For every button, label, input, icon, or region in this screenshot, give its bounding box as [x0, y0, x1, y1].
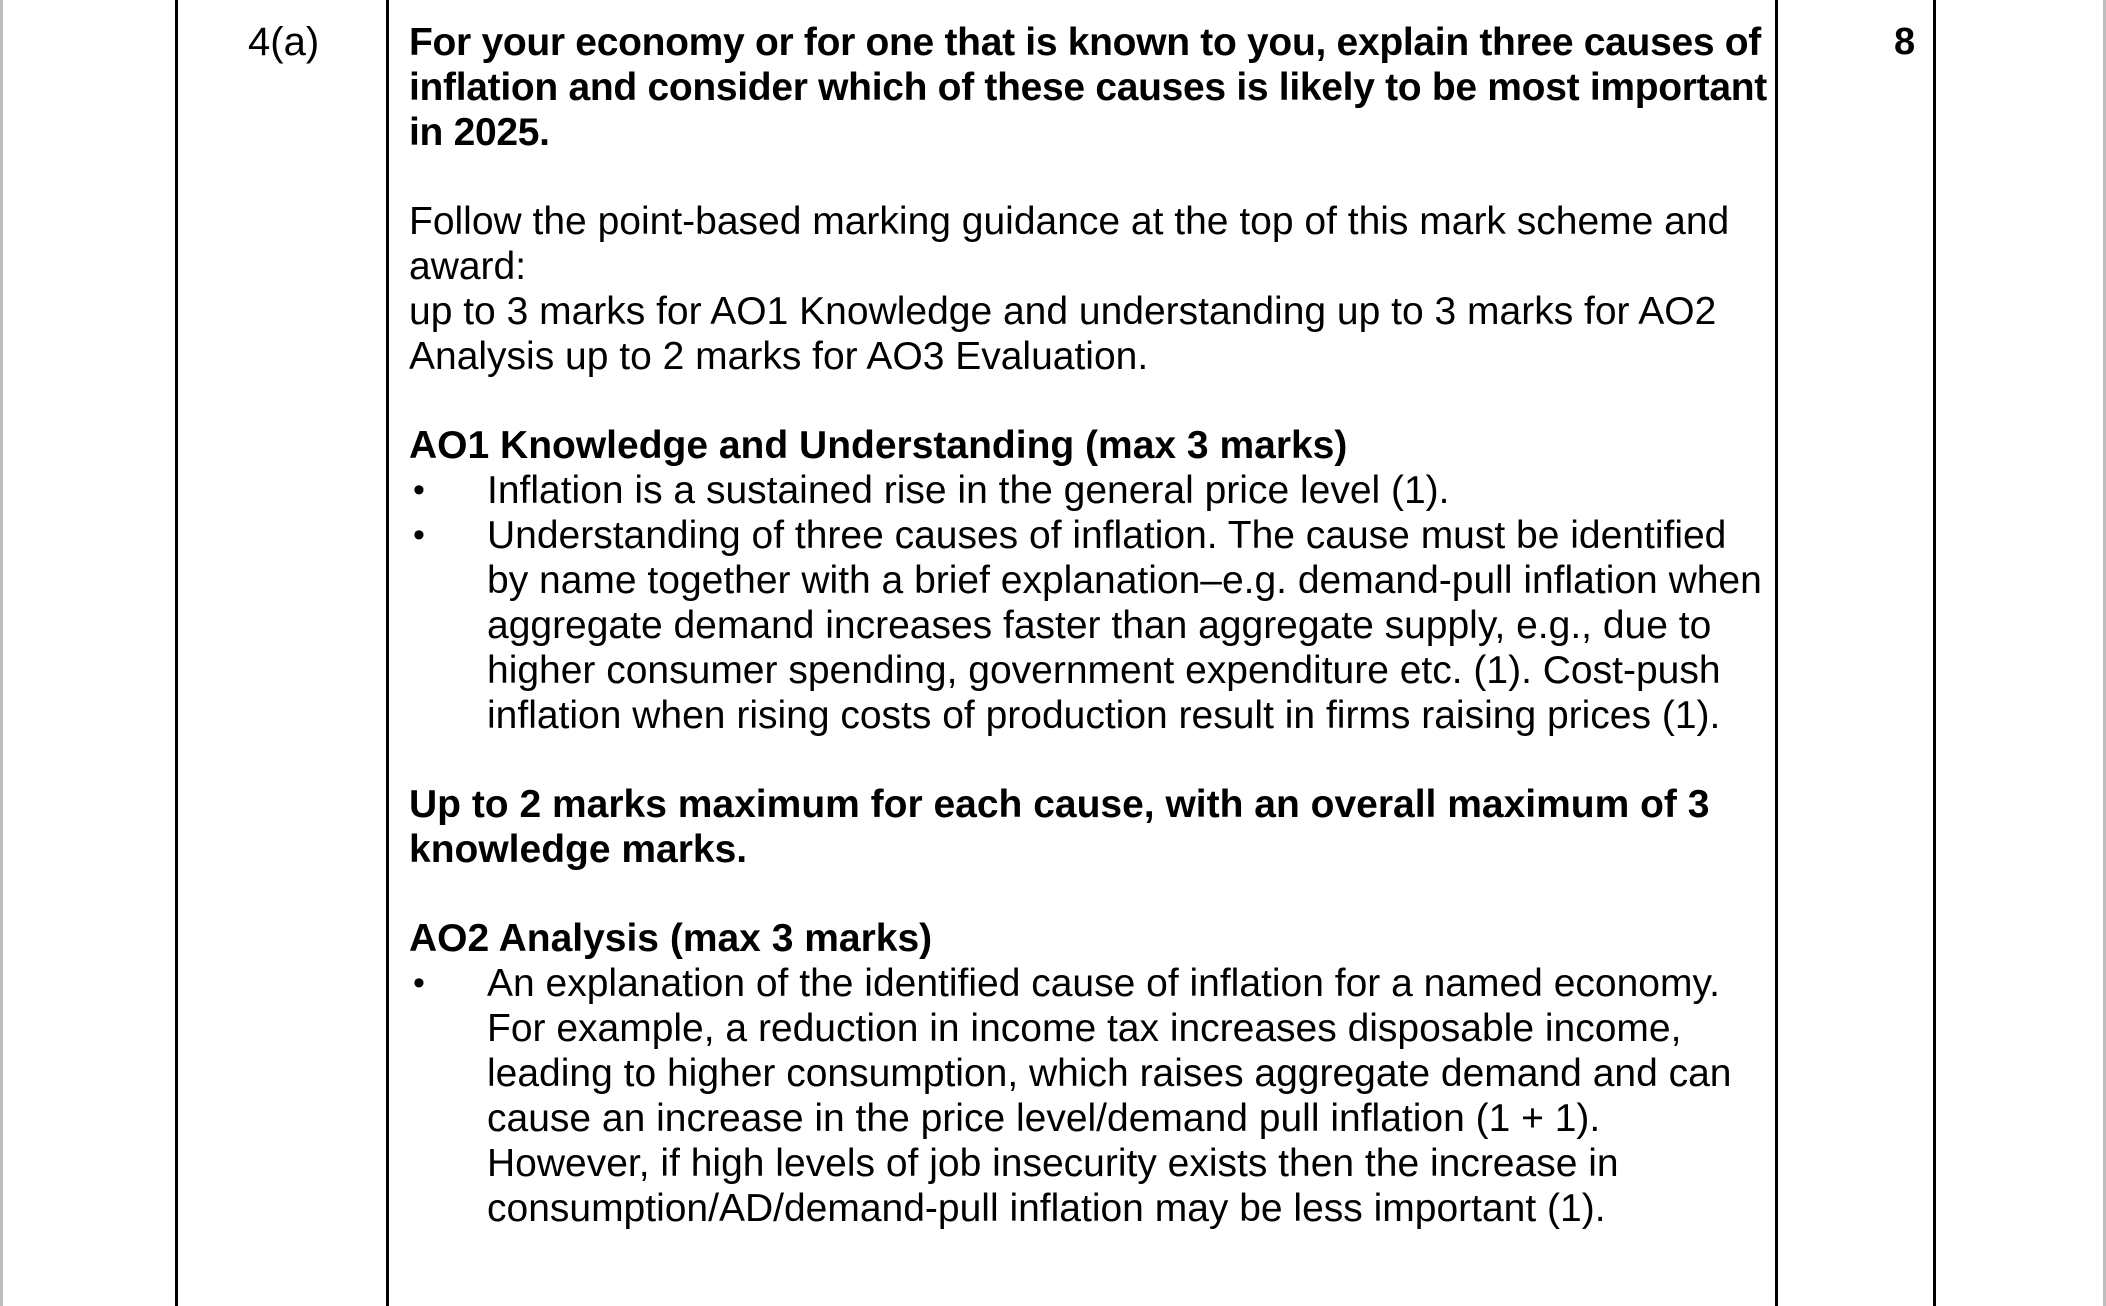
table-border-right — [1933, 0, 1936, 1306]
list-item — [409, 513, 1771, 738]
ao1-note: Up to 2 marks maximum for each cause, with an overall maximum of 3 knowledge marks. — [409, 783, 1710, 871]
ao1-bullet-text: Inflation is a sustained rise in the general price level (1). — [487, 469, 1450, 512]
list-item — [409, 468, 1771, 513]
list-item — [409, 961, 1771, 1231]
bullet-icon: • — [413, 516, 425, 554]
bullet-icon: • — [413, 471, 425, 509]
question-text: For your economy or for one that is known to you, explain three causes of inflation and consider which of these causes is likely to be most important in 2025. — [409, 21, 1767, 154]
marks-total: 8 — [1894, 21, 1916, 63]
mark-scheme-content — [409, 20, 1771, 1231]
ao1-bullet-list — [409, 468, 1771, 738]
ao1-bullet-text: Understanding of three causes of inflation. The cause must be identified by name together with a brief explanation–e.g. demand-pull inflation when aggregate demand increases faster than aggregate supply, e.g., due to higher consumer spending, government expenditure etc. (1). Cost-push inflation when rising costs of production result in firms raising prices (1). — [487, 514, 1762, 737]
ao2-bullet-list — [409, 961, 1771, 1231]
ao2-bullet-text: An explanation of the identified cause of inflation for a named economy. For example, a reduction in income tax increases disposable income, leading to higher consumption, which raises aggregate demand and can cause an increase in the price level/demand pull inflation (1 + 1). However, if high levels of job insecurity exists then the increase in consumption/AD/demand-pull inflation may be less important (1). — [487, 962, 1732, 1230]
question-number: 4(a) — [248, 20, 320, 64]
guidance-allocation: up to 3 marks for AO1 Knowledge and understanding up to 3 marks for AO2 Analysis up to 2 marks for AO3 Evaluation. — [409, 290, 1717, 378]
page-edge-left — [0, 0, 3, 1306]
guidance-intro: Follow the point-based marking guidance at the top of this mark scheme and award: — [409, 200, 1730, 288]
table-border-left — [175, 0, 178, 1306]
bullet-icon: • — [413, 964, 425, 1002]
ao1-heading: AO1 Knowledge and Understanding (max 3 marks) — [409, 424, 1348, 467]
column-divider-marks — [1775, 0, 1778, 1306]
ao2-heading: AO2 Analysis (max 3 marks) — [409, 917, 933, 960]
column-divider-question — [386, 0, 389, 1306]
